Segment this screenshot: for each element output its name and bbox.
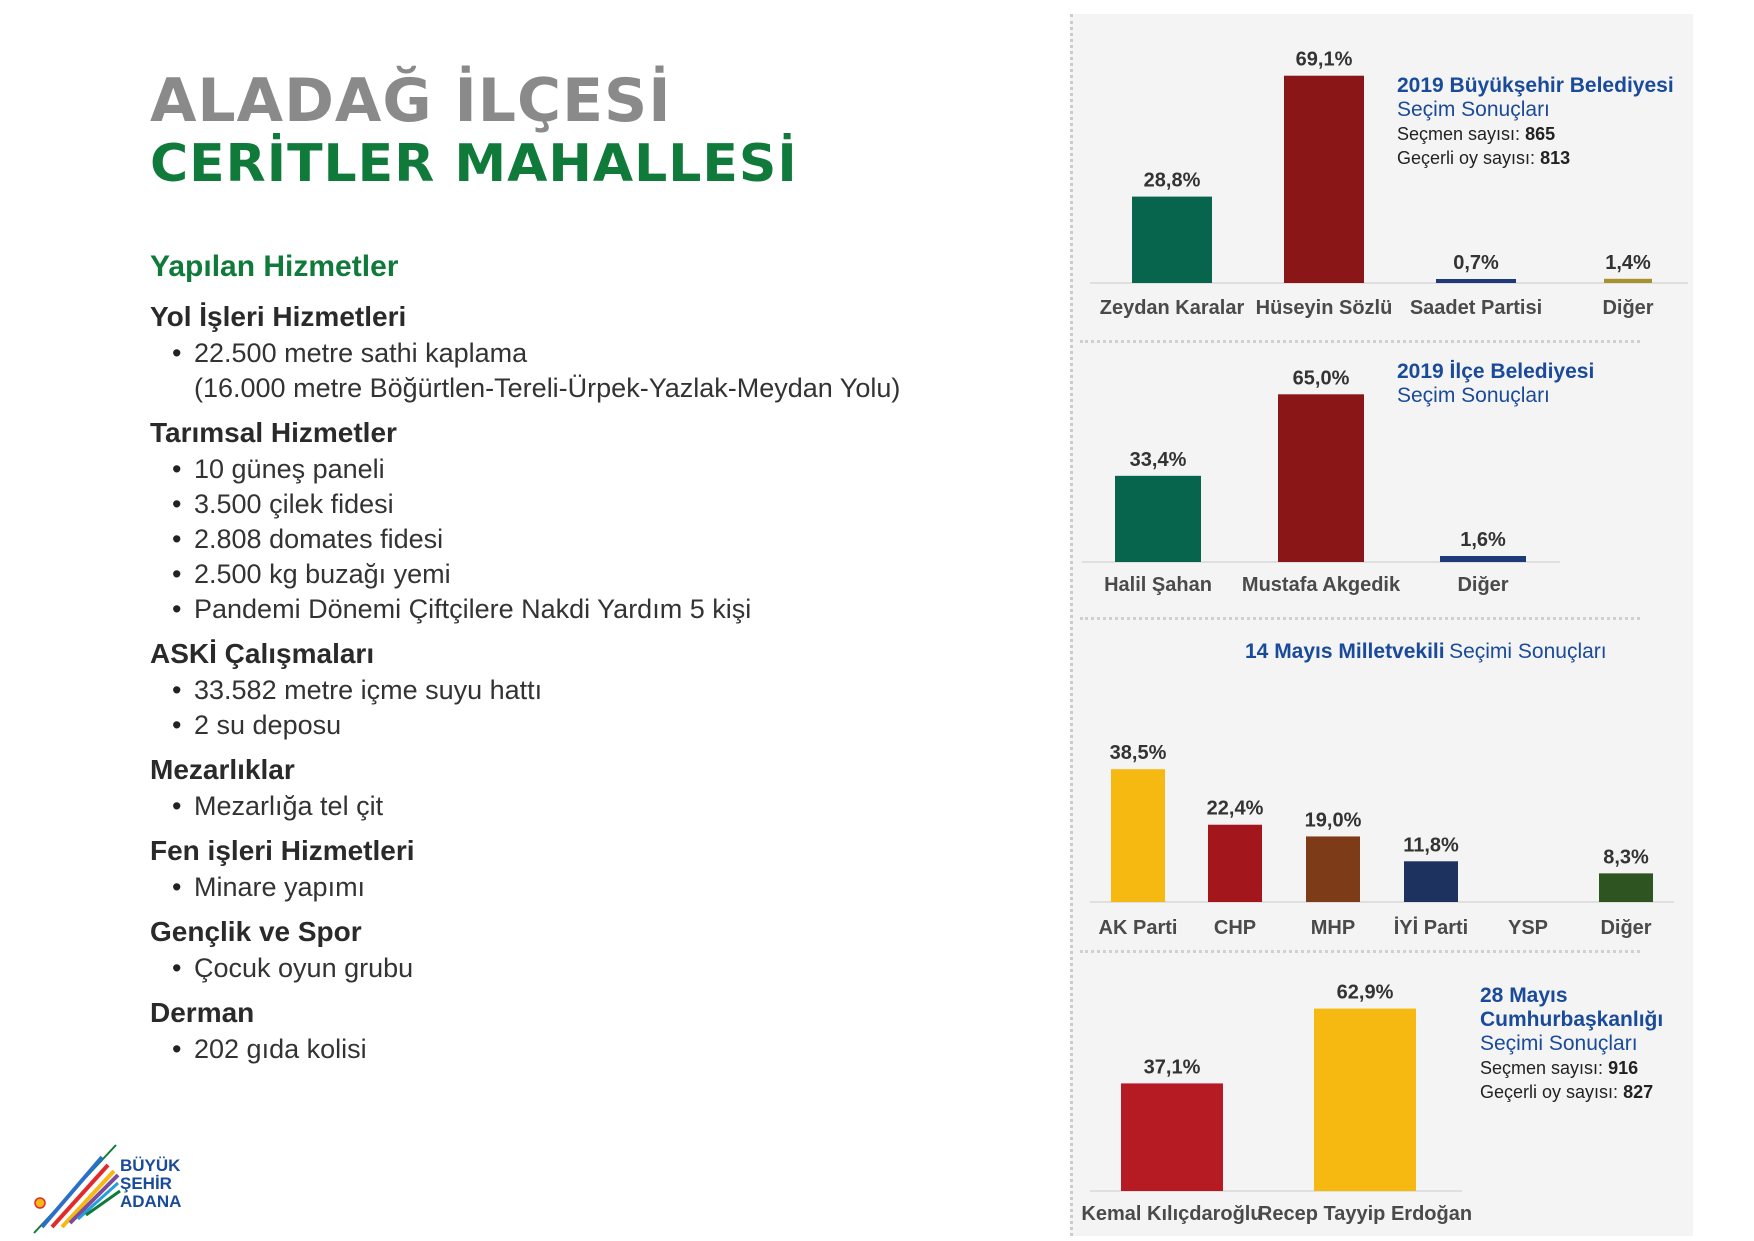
chart1-title-normal: Seçim Sonuçları xyxy=(1397,98,1550,121)
logo-line2: ŞEHİR xyxy=(120,1174,172,1193)
chart-data-label: 11,8% xyxy=(1403,834,1459,857)
chart-data-label: 1,6% xyxy=(1460,529,1506,551)
chart-bar xyxy=(1132,197,1212,283)
chart-bar xyxy=(1111,769,1165,902)
chart3-title-normal: Seçimi Sonuçları xyxy=(1449,640,1607,663)
chart1-valid-votes: Geçerli oy sayısı: 813 xyxy=(1397,148,1571,168)
chart-data-label: 28,8% xyxy=(1143,169,1201,192)
chart-data-label: 22,4% xyxy=(1206,797,1264,820)
service-item-text: Çocuk oyun grubu xyxy=(194,953,414,983)
chart4-voters: Seçmen sayısı: 916 xyxy=(1480,1058,1639,1078)
service-section-title: Fen işleri Hizmetleri xyxy=(150,835,415,866)
chart-data-label: 62,9% xyxy=(1336,981,1394,1004)
chart2-title-bold: 2019 İlçe Belediyesi xyxy=(1397,360,1595,383)
chart2-title-normal: Seçim Sonuçları xyxy=(1397,384,1550,407)
chart-data-label: 8,3% xyxy=(1603,846,1649,869)
logo-line1: BÜYÜK xyxy=(120,1156,181,1175)
chart1-title-bold: 2019 Büyükşehir Belediyesi xyxy=(1397,74,1674,97)
service-item-text: Minare yapımı xyxy=(194,872,366,902)
service-item-text: 2.500 kg buzağı yemi xyxy=(194,559,451,589)
service-item-text: Pandemi Dönemi Çiftçilere Nakdi Yardım 5 kişi xyxy=(194,594,752,624)
chart-category-label: AK Parti xyxy=(1098,917,1178,939)
chart-category-label: Diğer xyxy=(1600,917,1652,939)
chart-bar xyxy=(1599,873,1653,902)
chart-category-label: Kemal Kılıçdaroğlu xyxy=(1081,1203,1263,1225)
chart4-valid-votes: Geçerli oy sayısı: 827 xyxy=(1480,1082,1654,1102)
chart3-title-bold: 14 Mayıs Milletvekili xyxy=(1245,640,1445,663)
chart-data-label: 0,7% xyxy=(1453,252,1499,274)
services-heading: Yapılan Hizmetler xyxy=(150,250,399,283)
service-item-text: 202 gıda kolisi xyxy=(194,1034,367,1064)
chart-data-label: 65,0% xyxy=(1292,367,1350,390)
chart-bar xyxy=(1278,394,1364,562)
chart-2 xyxy=(1082,367,1560,596)
chart-data-label: 33,4% xyxy=(1129,448,1187,471)
chart-category-label: İYİ Parti xyxy=(1393,917,1469,939)
chart-category-label: MHP xyxy=(1310,917,1356,939)
district-title: ALADAĞ İLÇESİ xyxy=(150,66,672,136)
chart-data-label: 69,1% xyxy=(1295,48,1353,71)
chart-bar xyxy=(1284,76,1364,283)
chart-category-label: Mustafa Akgedik xyxy=(1241,574,1401,596)
chart-category-label: Saadet Partisi xyxy=(1409,297,1543,319)
service-item-text: 2 su deposu xyxy=(194,710,342,740)
chart-category-label: Recep Tayyip Erdoğan xyxy=(1257,1203,1473,1225)
chart4-title-bold-2: Cumhurbaşkanlığı xyxy=(1480,1008,1664,1031)
service-item-text: 22.500 metre sathi kaplama xyxy=(194,338,528,368)
chart-bar xyxy=(1208,825,1262,902)
chart1-voters: Seçmen sayısı: 865 xyxy=(1397,124,1556,144)
service-item-text: 2.808 domates fidesi xyxy=(194,524,444,554)
chart-bar xyxy=(1115,476,1201,562)
chart-bar xyxy=(1436,279,1516,283)
chart-1 xyxy=(1090,49,1688,319)
service-item-text: 3.500 çilek fidesi xyxy=(194,489,394,519)
chart-bar xyxy=(1121,1083,1223,1191)
chart-category-label: CHP xyxy=(1213,917,1257,939)
logo-line3: ADANA xyxy=(120,1192,182,1211)
service-section-title: ASKİ Çalışmaları xyxy=(150,638,375,669)
service-item-text: Mezarlığa tel çit xyxy=(194,791,384,821)
chart4-title-bold-1: 28 Mayıs xyxy=(1480,984,1568,1007)
chart-data-label: 37,1% xyxy=(1143,1056,1201,1079)
chart-data-label: 19,0% xyxy=(1304,809,1362,832)
chart-category-label: YSP xyxy=(1507,917,1549,939)
service-section-title: Mezarlıklar xyxy=(150,754,295,785)
chart-category-label: Zeydan Karalar xyxy=(1099,297,1245,319)
service-section-title: Derman xyxy=(150,997,255,1028)
chart-bar xyxy=(1306,836,1360,902)
service-section-title: Yol İşleri Hizmetleri xyxy=(150,301,407,332)
chart-category-label: Hüseyin Sözlü xyxy=(1255,297,1393,319)
chart-data-label: 1,4% xyxy=(1605,251,1651,274)
neighborhood-title: CERİTLER MAHALLESİ xyxy=(150,134,798,194)
service-item-text: 33.582 metre içme suyu hattı xyxy=(194,675,543,705)
service-item-detail: (16.000 metre Böğürtlen-Tereli-Ürpek-Yazlak-Meydan Yolu) xyxy=(194,373,901,403)
chart-category-label: Diğer xyxy=(1602,297,1654,319)
chart-4 xyxy=(1081,982,1472,1225)
service-section-title: Gençlik ve Spor xyxy=(150,916,362,947)
chart-category-label: Diğer xyxy=(1457,574,1509,596)
chart-bar xyxy=(1404,861,1458,902)
service-item-text: 10 güneş paneli xyxy=(194,454,385,484)
chart4-title-normal: Seçimi Sonuçları xyxy=(1480,1032,1638,1055)
service-section-title: Tarımsal Hizmetler xyxy=(150,417,397,448)
chart-bar xyxy=(1314,1009,1416,1191)
chart-bar xyxy=(1604,279,1652,283)
chart-data-label: 38,5% xyxy=(1109,742,1167,765)
chart-3 xyxy=(1090,742,1674,939)
chart-category-label: Halil Şahan xyxy=(1104,574,1212,596)
chart-bar xyxy=(1440,556,1526,562)
